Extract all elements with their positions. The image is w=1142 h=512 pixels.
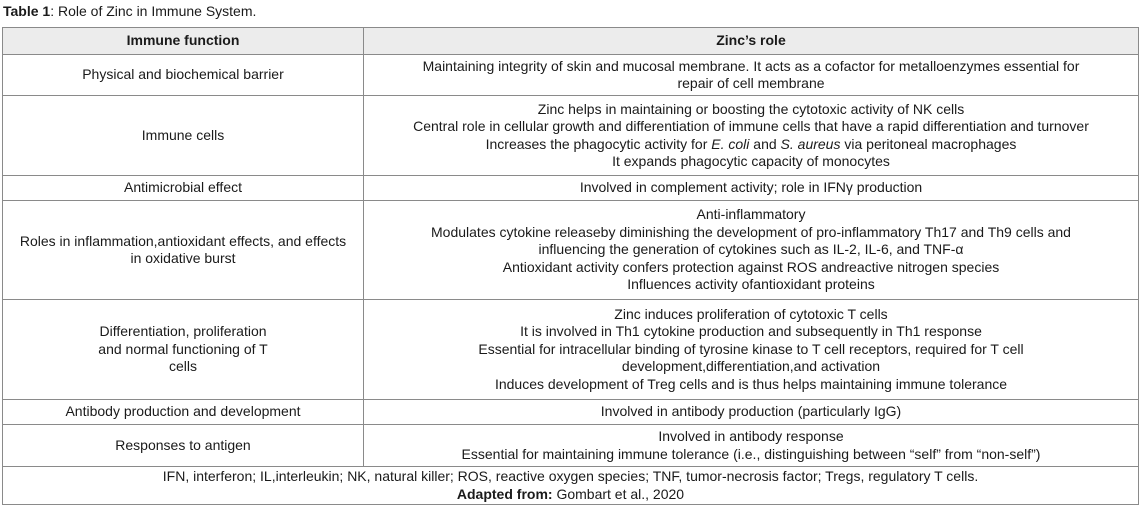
function-text-line: cells xyxy=(168,358,197,375)
table-footnote xyxy=(3,467,1139,505)
function-text-line: and normal functioning of T xyxy=(98,340,268,357)
cell-zinc-role xyxy=(364,176,1139,201)
cell-immune-function xyxy=(3,176,364,201)
cell-zinc-role xyxy=(364,201,1139,300)
role-text-line: Induces development of Treg cells and is thus helps maintaining immune tolerance xyxy=(494,375,1008,392)
role-text-line: Zinc induces proliferation of cytotoxic T cells xyxy=(614,305,888,322)
role-text-line: Maintaining integrity of skin and mucosal membrane. It acts as a cofactor for metalloenzymes essential for xyxy=(422,57,1080,74)
table-footer-row xyxy=(3,467,1139,505)
role-text-line: Influences activity ofantioxidant proteins xyxy=(627,276,875,293)
role-text-line: It expands phagocytic capacity of monocytes xyxy=(612,153,890,169)
function-text-line: Differentiation, proliferation xyxy=(99,323,267,340)
species-name: E. coli xyxy=(711,135,750,152)
table-row xyxy=(3,176,1139,201)
header-zinc-role: Zinc’s role xyxy=(364,28,1139,55)
cell-immune-function xyxy=(3,55,364,96)
role-text-line: Increases the phagocytic activity for E. coli and S. aureus via peritoneal macrophages xyxy=(485,135,1017,152)
cell-zinc-role xyxy=(364,425,1139,467)
cell-immune-function xyxy=(3,425,364,467)
source-label: Adapted from: xyxy=(456,485,553,502)
table-row xyxy=(3,55,1139,96)
function-text-line: in oxidative burst xyxy=(130,250,236,266)
role-text-line: Central role in cellular growth and differentiation of immune cells that have a rapid differentiation and turnover xyxy=(413,118,1089,134)
species-name: S. aureus xyxy=(780,135,841,152)
cell-immune-function xyxy=(3,400,364,425)
table-row xyxy=(3,96,1139,176)
table-body xyxy=(3,55,1139,467)
table-caption xyxy=(3,3,256,20)
footnote-source xyxy=(7,486,1134,504)
role-text-line: influencing the generation of cytokines such as IL-2, IL-6, and TNF-α xyxy=(538,241,964,258)
table-header-row xyxy=(3,28,1139,55)
role-text-line: Involved in complement activity; role in IFNγ production xyxy=(579,179,923,196)
role-text-line: It is involved in Th1 cytokine production and subsequently in Th1 response xyxy=(520,323,982,340)
table-row xyxy=(3,400,1139,425)
cell-immune-function xyxy=(3,300,364,400)
header-immune-function: Immune function xyxy=(3,28,364,55)
cell-zinc-role xyxy=(364,300,1139,400)
role-text-line: repair of cell membrane xyxy=(677,75,825,91)
role-text-line: Involved in antibody production (particularly IgG) xyxy=(600,403,902,420)
function-text-line: Responses to antigen xyxy=(115,436,251,453)
function-text-line: Roles in inflammation,antioxidant effects, and effects xyxy=(19,232,347,249)
role-text-line: Involved in antibody response xyxy=(658,428,844,444)
table-row xyxy=(3,201,1139,300)
zinc-role-table xyxy=(2,27,1139,505)
role-text-line: Modulates cytokine releaseby diminishing the development of pro-inflammatory Th17 and Th9 cells and xyxy=(431,223,1071,240)
cell-zinc-role xyxy=(364,55,1139,96)
cell-immune-function xyxy=(3,201,364,300)
table-row xyxy=(3,300,1139,400)
cell-zinc-role xyxy=(364,400,1139,425)
role-text-line: Essential for maintaining immune tolerance (i.e., distinguishing between “self” from “non-self”) xyxy=(461,445,1041,462)
function-text-line: Antimicrobial effect xyxy=(123,179,242,196)
function-text-line: Physical and biochemical barrier xyxy=(82,66,284,83)
cell-zinc-role xyxy=(364,96,1139,176)
cell-immune-function xyxy=(3,96,364,176)
role-text-line: development,differentiation,and activation xyxy=(621,358,881,375)
role-text-line: Antioxidant activity confers protection against ROS andreactive nitrogen species xyxy=(502,258,1000,275)
footnote-abbreviations: IFN, interferon; IL,interleukin; NK, natural killer; ROS, reactive oxygen species; TNF, tumor-necrosis factor; Tregs, regulatory T cells. xyxy=(162,468,979,484)
role-text-line: Essential for intracellular binding of tyrosine kinase to T cell receptors, required for T cell xyxy=(478,340,1024,357)
table-caption-label: Table 1 xyxy=(3,3,51,19)
table-caption-title: : Role of Zinc in Immune System. xyxy=(50,3,257,19)
role-text-line: Zinc helps in maintaining or boosting the cytotoxic activity of NK cells xyxy=(537,100,965,117)
role-text-line: Anti-inflammatory xyxy=(696,206,806,223)
function-text-line: Antibody production and development xyxy=(65,403,301,420)
table-row xyxy=(3,425,1139,467)
function-text-line: Immune cells xyxy=(141,126,225,143)
source-text: Gombart et al., 2020 xyxy=(552,485,685,502)
